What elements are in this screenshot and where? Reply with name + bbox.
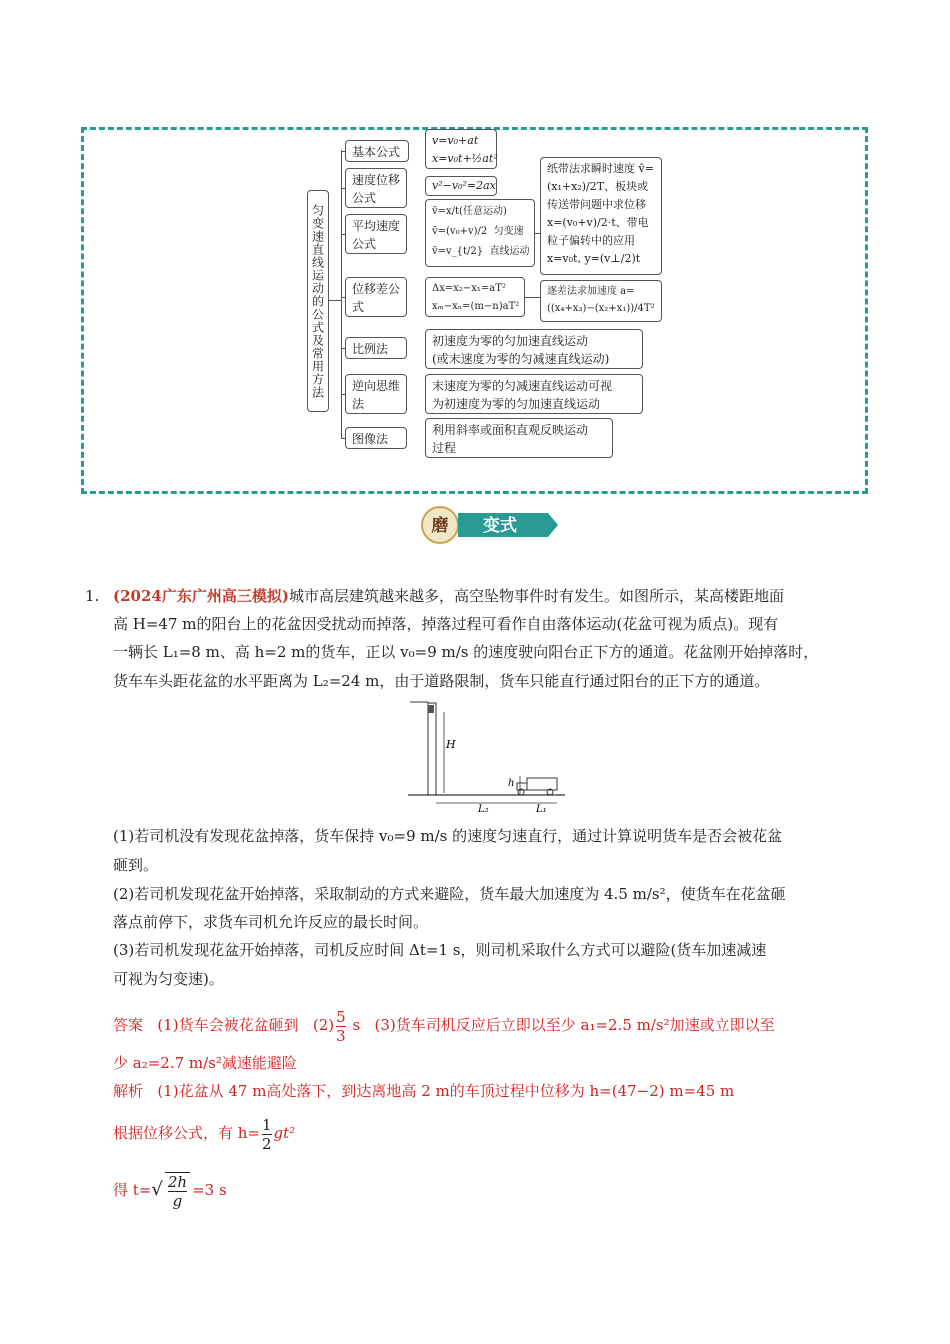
analysis-line-2 [113,1113,873,1153]
question-figure [400,700,570,815]
label-L1: L₁ [536,804,547,815]
answer-label: 答案 [113,1016,144,1034]
node-basic-formula: 基本公式 [345,140,409,162]
sub-question-1a: (1)若司机没有发现花盆掉落，货车保持 v₀=9 m/s 的速度匀速直行，通过计算说明货车是否会被花盆 [113,827,783,845]
mindmap-title: 匀变速直线运动的公式及常用方法 [307,190,329,412]
content-displacement-difference: Δx=x₂−x₁=aT² xₘ−xₙ=(m−n)aT² [425,277,525,317]
content-graph-method: 利用斜率或面积直观反映运动 过程 [425,418,613,458]
answer-3: (3)货车司机反应后立即以至少 a₁=2.5 m/s²加速或立即以至 [374,1016,775,1034]
question-source: (2024广东广州高三模拟) [113,587,289,605]
question-stem-line-4: 货车车头距花盆的水平距离为 L₂=24 m，由于道路限制，货车只能直行通过阳台的正下方的通道。 [113,672,770,690]
denominator: g [172,1192,183,1210]
banner-label: 变式 [483,516,517,536]
connector [341,188,345,189]
question-stem-line-2: 高 H=47 m的阳台上的花盆因受扰动而掉落，掉落过程可看作自由落体运动(花盆可视为质点)。现有 [113,615,779,633]
numerator: 2h [167,1173,188,1191]
answer-2-unit: s [352,1016,361,1034]
node-graph-method: 图像法 [345,427,407,449]
content-velocity-displacement: v²−v₀²=2ax [425,176,497,196]
connector [535,233,540,234]
analysis-line-3 [113,1168,873,1212]
analysis-text-2b: gt² [273,1124,296,1142]
fraction-sqrt [165,1172,190,1210]
side-note-instant-velocity: 纸带法求瞬时速度 v̄=(x₁+x₂)/2T、板块或传送带问题中求位移 x=(v₀+v)/2·t、带电粒子偏转中的应用 x=v₀t, y=(v⊥/2)t [540,157,662,275]
connector [341,348,345,349]
question-stem-line-1 [113,581,873,611]
sqrt-sign: √ [151,1179,163,1200]
connector [525,297,540,298]
question-stem-1: 城市高层建筑越来越多，高空坠物事件时有发生。如图所示，某高楼距地面 [288,587,784,605]
answer-2-prefix: (2) [312,1016,335,1034]
analysis-text-3: 得 t= [113,1181,152,1199]
label-h: h [508,778,515,789]
answer-line-1 [113,1005,873,1045]
content-reverse-thinking: 末速度为零的匀减速直线运动可视 为初速度为零的匀加速直线运动 [425,374,643,414]
connector [341,394,345,395]
answer-1: (1)货车会被花盆砸到 [157,1016,299,1034]
connector [341,151,345,152]
content-ratio-method: 初速度为零的匀加速直线运动 (或末速度为零的匀减速直线运动) [425,329,643,369]
analysis-label: 解析 [113,1082,144,1100]
label-L2: L₂ [478,804,489,815]
variant-banner [420,505,560,545]
denominator: 2 [262,1134,272,1153]
sub-question-3b: 可视为匀变速)。 [113,970,224,988]
connector [341,438,345,439]
content-basic-formula: v=v₀+at x=v₀t+½at² [425,129,497,169]
sub-question-1b: 砸到。 [113,856,159,874]
denominator: 3 [336,1026,346,1045]
numerator: 1 [262,1115,272,1134]
connector [341,297,345,298]
truck-body [527,778,557,790]
question-number: 1. [85,587,100,605]
label-H: H [446,738,456,751]
sub-question-2b: 落点前停下，求货车司机允许反应的最长时间。 [113,913,429,931]
node-displacement-difference: 位移差公式 [345,277,407,317]
content-average-velocity: v̄=x/t(任意运动) v̄=(v₀+v)/2 匀变速 v̄=v_{t/2} 直线运动 [425,199,535,267]
question-stem-line-3: 一辆长 L₁=8 m、高 h=2 m的货车，正以 v₀=9 m/s 的速度驶向阳台正下方的通道。花盆刚开始掉落时， [113,643,819,661]
building [428,703,436,795]
fraction-half [262,1116,272,1153]
analysis-text-1: (1)花盆从 47 m高处落下，到达离地高 2 m的车顶过程中位移为 h=(47−2) m=45 m [157,1082,735,1100]
flowerpot [428,705,434,713]
analysis-text-2: 根据位移公式，有 h= [113,1124,260,1142]
answer-2-fraction [336,1008,346,1045]
connector [341,234,345,235]
answer-line-2: 少 a₂=2.7 m/s²减速能避险 [113,1054,297,1072]
analysis-text-3b: =3 s [192,1181,227,1199]
node-reverse-thinking: 逆向思维法 [345,374,407,414]
side-note-successive-difference: 逐差法求加速度 a=((x₄+x₃)−(x₂+x₁))/4T² [540,280,662,322]
node-average-velocity: 平均速度公式 [345,214,407,254]
sub-question-2a: (2)若司机发现花盆开始掉落，采取制动的方式来避险，货车最大加速度为 4.5 m/s²，使货车在花盆砸 [113,885,786,903]
numerator: 5 [336,1007,346,1026]
sub-question-3a: (3)若司机发现花盆开始掉落，司机反应时间 Δt=1 s，则司机采取什么方式可以避险(货车加速减速 [113,941,767,959]
analysis-line-1 [113,1076,873,1106]
node-ratio-method: 比例法 [345,337,407,359]
node-velocity-displacement: 速度位移公式 [345,168,407,208]
banner-char: 磨 [431,516,449,536]
connector [329,300,341,301]
